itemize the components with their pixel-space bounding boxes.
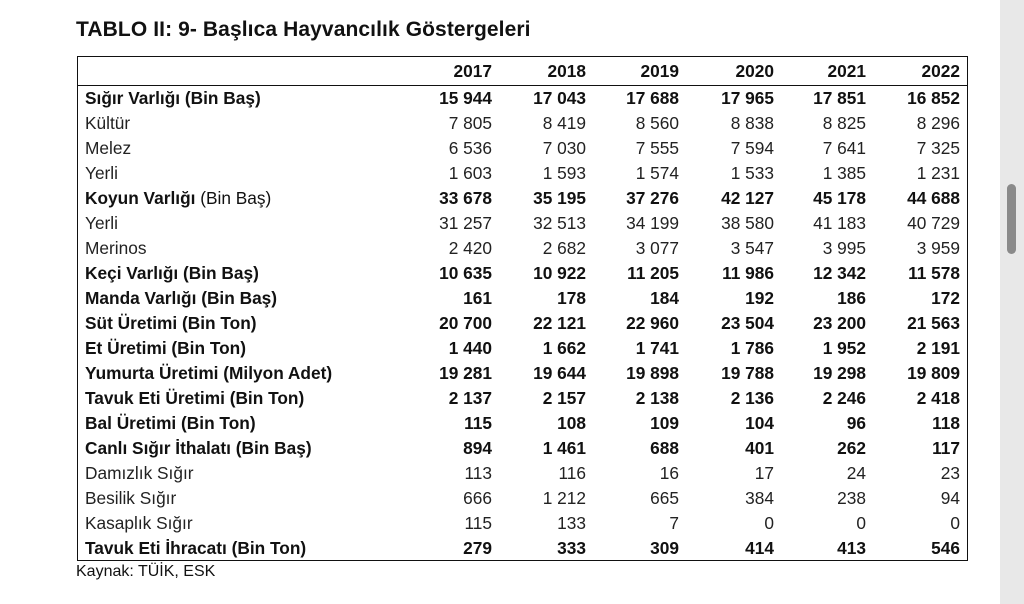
row-label — [78, 111, 376, 136]
value-cell: 0 — [764, 513, 774, 533]
value-cell: 11 205 — [627, 263, 679, 283]
table-row — [78, 536, 967, 561]
value-cell: 2 682 — [542, 238, 586, 258]
row-label-unit: (Bin Baş) — [195, 188, 272, 208]
value-cell: 15 944 — [439, 88, 492, 108]
value-cell: 1 212 — [542, 488, 586, 508]
value-cell: 7 325 — [916, 138, 960, 158]
header-row — [78, 57, 967, 86]
row-label — [78, 386, 376, 411]
value-cell: 401 — [745, 438, 774, 458]
value-cell: 1 231 — [916, 163, 960, 183]
header-label-cell — [78, 57, 376, 86]
value-cell: 33 678 — [439, 188, 492, 208]
row-label-text: Bal Üretimi (Bin Ton) — [85, 413, 256, 433]
value-cell: 96 — [846, 413, 866, 433]
value-cell: 12 342 — [813, 263, 866, 283]
value-cell: 666 — [463, 488, 492, 508]
value-cell: 2 136 — [730, 388, 774, 408]
value-cell: 16 852 — [907, 88, 960, 108]
table-row — [78, 361, 967, 386]
year-header: 2018 — [492, 57, 586, 86]
value-cell: 35 195 — [533, 188, 586, 208]
table-row — [78, 486, 967, 511]
table-row — [78, 411, 967, 436]
value-cell: 10 635 — [439, 263, 492, 283]
table-row — [78, 261, 967, 286]
value-cell: 3 547 — [730, 238, 774, 258]
row-label — [78, 286, 376, 311]
value-cell: 37 276 — [626, 188, 679, 208]
value-cell: 1 786 — [730, 338, 774, 358]
value-cell: 192 — [745, 288, 774, 308]
value-cell: 133 — [557, 513, 586, 533]
value-cell: 894 — [463, 438, 492, 458]
value-cell: 23 504 — [721, 313, 774, 333]
value-cell: 94 — [940, 488, 960, 508]
value-cell: 8 560 — [635, 113, 679, 133]
livestock-table — [77, 56, 968, 561]
value-cell: 42 127 — [721, 188, 774, 208]
value-cell: 8 825 — [822, 113, 866, 133]
value-cell: 1 662 — [542, 338, 586, 358]
value-cell: 2 246 — [822, 388, 866, 408]
table-row — [78, 511, 967, 536]
row-label — [78, 161, 376, 186]
value-cell: 17 688 — [626, 88, 679, 108]
table-row — [78, 436, 967, 461]
row-label — [78, 261, 376, 286]
row-label-text: Sığır Varlığı (Bin Baş) — [85, 88, 261, 108]
value-cell: 546 — [931, 538, 960, 558]
year-header: 2022 — [866, 57, 967, 86]
row-label — [78, 486, 376, 511]
value-cell: 34 199 — [626, 213, 679, 233]
value-cell: 21 563 — [907, 313, 960, 333]
table-row — [78, 386, 967, 411]
value-cell: 2 157 — [542, 388, 586, 408]
row-label-text: Besilik Sığır — [85, 488, 177, 508]
table-row — [78, 161, 967, 186]
row-label — [78, 336, 376, 361]
table-row — [78, 461, 967, 486]
value-cell: 24 — [846, 463, 866, 483]
row-label — [78, 236, 376, 261]
value-cell: 17 043 — [533, 88, 586, 108]
value-cell: 665 — [650, 488, 679, 508]
value-cell: 384 — [745, 488, 774, 508]
table-row — [78, 236, 967, 261]
value-cell: 113 — [464, 463, 492, 483]
value-cell: 1 385 — [822, 163, 866, 183]
value-cell: 2 418 — [916, 388, 960, 408]
row-label-text: Manda Varlığı (Bin Baş) — [85, 288, 278, 308]
value-cell: 2 420 — [448, 238, 492, 258]
value-cell: 1 461 — [542, 438, 586, 458]
value-cell: 116 — [558, 463, 586, 483]
value-cell: 115 — [464, 513, 492, 533]
year-header: 2019 — [586, 57, 679, 86]
value-cell: 104 — [745, 413, 774, 433]
value-cell: 45 178 — [813, 188, 866, 208]
value-cell: 7 — [669, 513, 679, 533]
value-cell: 109 — [650, 413, 679, 433]
source-note: Kaynak: TÜİK, ESK — [76, 563, 216, 580]
table-row — [78, 186, 967, 211]
value-cell: 2 138 — [635, 388, 679, 408]
row-label — [78, 136, 376, 161]
value-cell: 1 603 — [448, 163, 492, 183]
value-cell: 23 — [940, 463, 960, 483]
value-cell: 38 580 — [721, 213, 774, 233]
value-cell: 7 555 — [635, 138, 679, 158]
row-label-text: Tavuk Eti Üretimi (Bin Ton) — [85, 388, 305, 408]
row-label — [78, 536, 376, 561]
value-cell: 2 191 — [916, 338, 960, 358]
value-cell: 3 959 — [916, 238, 960, 258]
value-cell: 1 741 — [635, 338, 679, 358]
value-cell: 178 — [557, 288, 586, 308]
row-label-text: Süt Üretimi (Bin Ton) — [85, 313, 257, 333]
scrollbar-thumb[interactable] — [1007, 184, 1016, 254]
value-cell: 1 440 — [448, 338, 492, 358]
value-cell: 186 — [837, 288, 866, 308]
value-cell: 22 121 — [533, 313, 586, 333]
value-cell: 22 960 — [626, 313, 679, 333]
row-label-text: Kültür — [85, 113, 131, 133]
value-cell: 279 — [463, 538, 492, 558]
year-header: 2020 — [679, 57, 774, 86]
year-header: 2017 — [376, 57, 492, 86]
row-label — [78, 411, 376, 436]
value-cell: 7 641 — [822, 138, 866, 158]
row-label — [78, 211, 376, 236]
value-cell: 19 898 — [626, 363, 679, 383]
value-cell: 0 — [950, 513, 960, 533]
value-cell: 11 986 — [722, 263, 774, 283]
value-cell: 17 851 — [813, 88, 866, 108]
value-cell: 108 — [557, 413, 586, 433]
row-label — [78, 186, 376, 211]
value-cell: 7 594 — [730, 138, 774, 158]
table-row — [78, 136, 967, 161]
row-label-text: Keçi Varlığı (Bin Baş) — [85, 263, 259, 283]
value-cell: 20 700 — [439, 313, 492, 333]
value-cell: 309 — [650, 538, 679, 558]
value-cell: 3 077 — [635, 238, 679, 258]
value-cell: 19 788 — [721, 363, 774, 383]
value-cell: 8 419 — [542, 113, 586, 133]
value-cell: 3 995 — [822, 238, 866, 258]
table-row — [78, 111, 967, 136]
value-cell: 172 — [931, 288, 960, 308]
value-cell: 262 — [837, 438, 866, 458]
value-cell: 8 838 — [730, 113, 774, 133]
scroll-track[interactable] — [1000, 0, 1024, 604]
value-cell: 23 200 — [813, 313, 866, 333]
value-cell: 19 281 — [439, 363, 492, 383]
row-label-text: Yumurta Üretimi (Milyon Adet) — [85, 363, 333, 383]
value-cell: 16 — [659, 463, 679, 483]
row-label-text: Koyun Varlığı — [85, 188, 196, 208]
value-cell: 40 729 — [907, 213, 960, 233]
table-row — [78, 311, 967, 336]
value-cell: 6 536 — [448, 138, 492, 158]
value-cell: 19 298 — [813, 363, 866, 383]
row-label-text: Et Üretimi (Bin Ton) — [85, 338, 246, 358]
value-cell: 17 — [754, 463, 774, 483]
row-label — [78, 461, 376, 486]
table-title: TABLO II: 9- Başlıca Hayvancılık Göstergeleri — [76, 18, 531, 41]
value-cell: 17 965 — [721, 88, 774, 108]
value-cell: 7 805 — [448, 113, 492, 133]
value-cell: 10 922 — [533, 263, 586, 283]
table-body — [78, 86, 967, 562]
row-label-text: Merinos — [85, 238, 147, 258]
row-label-text: Kasaplık Sığır — [85, 513, 193, 533]
row-label-text: Tavuk Eti İhracatı (Bin Ton) — [85, 538, 307, 558]
value-cell: 115 — [464, 413, 492, 433]
value-cell: 41 183 — [813, 213, 866, 233]
value-cell: 413 — [837, 538, 866, 558]
value-cell: 1 574 — [635, 163, 679, 183]
value-cell: 333 — [557, 538, 586, 558]
row-label-text: Yerli — [85, 213, 118, 233]
row-label — [78, 86, 376, 112]
value-cell: 19 809 — [907, 363, 960, 383]
value-cell: 31 257 — [439, 213, 492, 233]
value-cell: 117 — [932, 438, 960, 458]
value-cell: 238 — [837, 488, 866, 508]
value-cell: 8 296 — [916, 113, 960, 133]
value-cell: 118 — [932, 413, 960, 433]
table-row — [78, 336, 967, 361]
value-cell: 688 — [650, 438, 679, 458]
table-row — [78, 286, 967, 311]
value-cell: 32 513 — [533, 213, 586, 233]
row-label — [78, 311, 376, 336]
row-label — [78, 436, 376, 461]
row-label-text: Canlı Sığır İthalatı (Bin Baş) — [85, 438, 312, 458]
value-cell: 414 — [745, 538, 774, 558]
table-row — [78, 211, 967, 236]
value-cell: 19 644 — [533, 363, 586, 383]
value-cell: 11 578 — [908, 263, 960, 283]
value-cell: 0 — [856, 513, 866, 533]
row-label-text: Yerli — [85, 163, 118, 183]
value-cell: 161 — [463, 288, 492, 308]
value-cell: 44 688 — [907, 188, 960, 208]
row-label — [78, 361, 376, 386]
row-label-text: Damızlık Sığır — [85, 463, 194, 483]
row-label — [78, 511, 376, 536]
table-row — [78, 86, 967, 112]
value-cell: 2 137 — [448, 388, 492, 408]
value-cell: 1 593 — [542, 163, 586, 183]
value-cell: 1 952 — [822, 338, 866, 358]
value-cell: 7 030 — [542, 138, 586, 158]
value-cell: 184 — [650, 288, 679, 308]
row-label-text: Melez — [85, 138, 132, 158]
year-header: 2021 — [774, 57, 866, 86]
value-cell: 1 533 — [730, 163, 774, 183]
